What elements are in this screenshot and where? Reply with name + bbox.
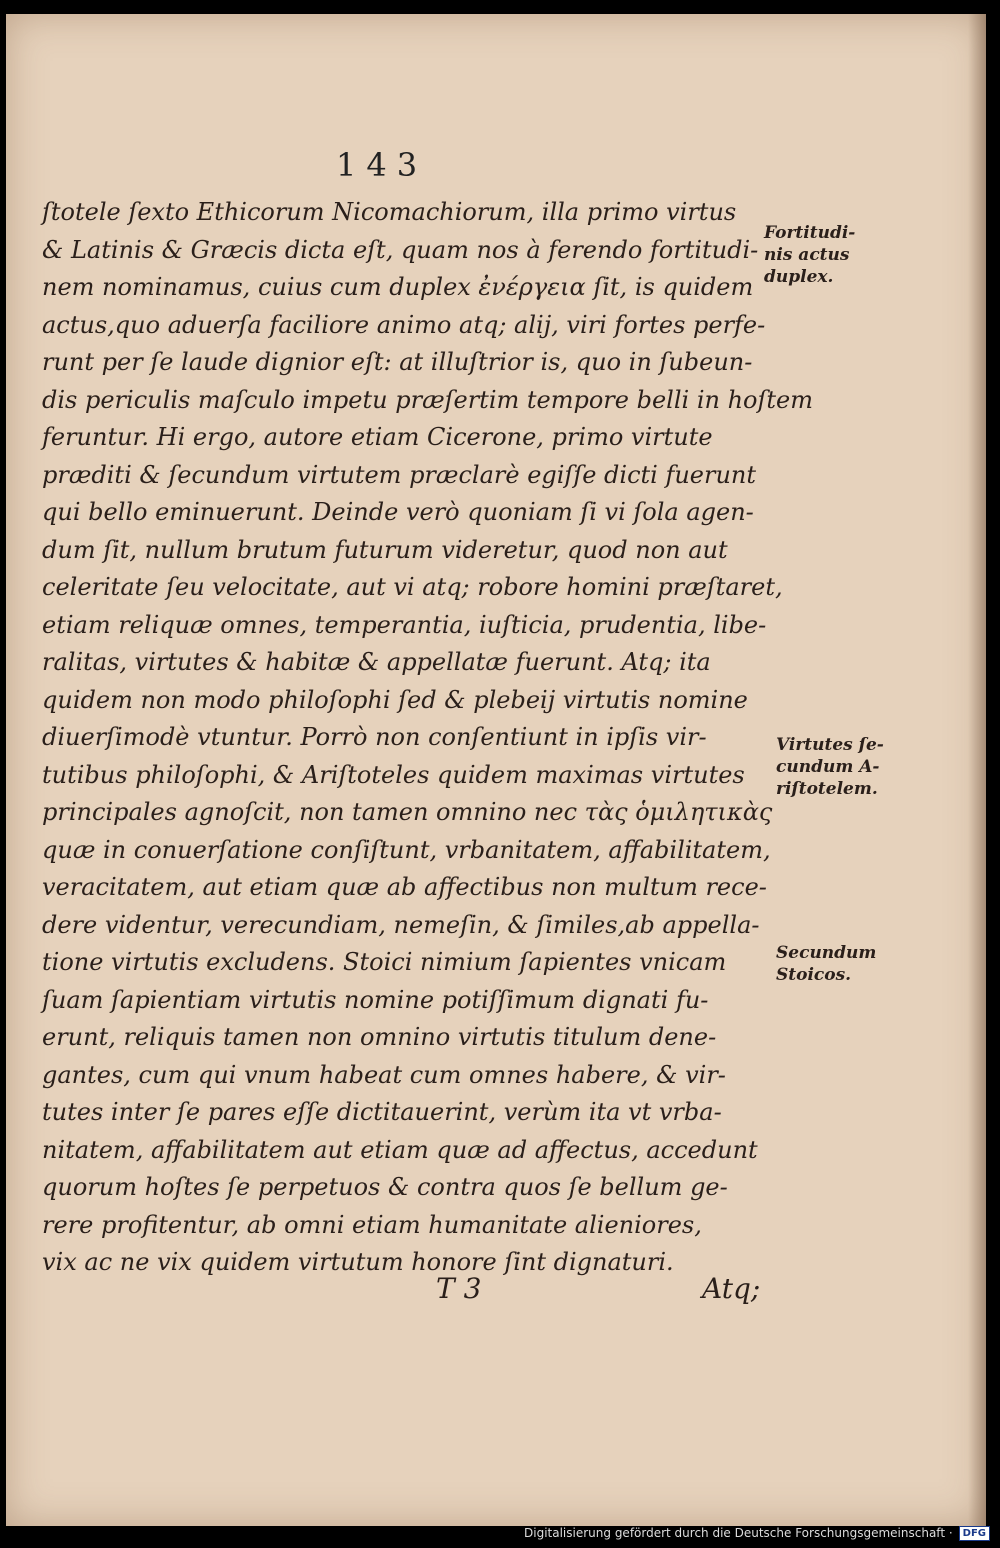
margin-note-stoici xyxy=(776,942,876,986)
catchword: Atq; xyxy=(702,1272,761,1305)
margin-note-line: cundum A- xyxy=(776,757,880,777)
margin-note-line: nis actus xyxy=(764,245,850,265)
text-line: veracitatem, aut etiam quæ ab affectibus non multum rece- xyxy=(42,873,767,901)
text-line: nem nominamus, cuius cum duplex ἐνέργεια ſit, is quidem xyxy=(42,273,754,301)
margin-note-line: riſtotelem. xyxy=(776,779,878,799)
text-line: tione virtutis excludens. Stoici nimium ſapientes vnicam xyxy=(42,948,727,976)
margin-note-aristoteles xyxy=(776,734,884,800)
text-line: celeritate ſeu velocitate, aut vi atq; robore homini præſtaret, xyxy=(42,573,783,601)
dfg-logo: DFG xyxy=(959,1526,990,1541)
text-line: diuerſimodè vtuntur. Porrò non conſentiunt in ipſis vir- xyxy=(42,723,707,751)
text-line: ſuam ſapientiam virtutis nomine potiſſimum dignati fu- xyxy=(42,985,709,1014)
text-line: ſtotele ſexto Ethicorum Nicomachiorum, illa primo virtus xyxy=(42,198,737,226)
text-line: actus,quo aduerſa faciliore animo atq; alij, viri fortes perfe- xyxy=(42,310,766,339)
text-line: qui bello eminuerunt. Deinde verò quoniam ſi vi ſola agen- xyxy=(42,498,754,526)
text-line: tutibus philoſophi, & Ariſtoteles quidem maximas virtutes xyxy=(42,760,745,789)
text-line: principales agnoſcit, non tamen omnino nec τὰς ὁμιλητικὰς xyxy=(42,798,773,826)
text-line: vix ac ne vix quidem virtutum honore ſint dignaturi. xyxy=(42,1248,674,1276)
text-line: & Latinis & Græcis dicta eſt, quam nos à ferendo fortitudi- xyxy=(42,235,759,264)
text-line: quidem non modo philoſophi ſed & plebeij virtutis nomine xyxy=(42,685,748,714)
signature-mark: T 3 xyxy=(436,1272,482,1305)
page-number: 143 xyxy=(336,146,428,184)
text-line: feruntur. Hi ergo, autore etiam Cicerone, primo virtute xyxy=(42,423,713,451)
text-line: rere profitentur, ab omni etiam humanitate alieniores, xyxy=(42,1210,702,1239)
margin-note-line: Fortitudi- xyxy=(764,223,856,243)
text-line: dis periculis maſculo impetu præſertim tempore belli in hoſtem xyxy=(42,385,813,414)
text-line: runt per ſe laude dignior eſt: at illuſtrior is, quo in ſubeun- xyxy=(42,348,753,376)
text-line: quorum hoſtes ſe perpetuos & contra quos ſe bellum ge- xyxy=(42,1173,728,1201)
text-line: etiam reliquæ omnes, temperantia, iuſticia, prudentia, libe- xyxy=(42,610,767,639)
book-page xyxy=(6,14,986,1526)
text-line: præditi & ſecundum virtutem præclarè egiſſe dicti fuerunt xyxy=(42,460,757,489)
footer-text: Digitalisierung gefördert durch die Deutsche Forschungsgemeinschaft · xyxy=(524,1526,953,1540)
text-line: gantes, cum qui vnum habeat cum omnes habere, & vir- xyxy=(42,1060,726,1089)
footer-credit xyxy=(524,1524,990,1542)
text-line: dum ſit, nullum brutum futurum videretur, quod non aut xyxy=(42,535,728,564)
text-line: quæ in conuerſatione conſiſtunt, vrbanitatem, affabilitatem, xyxy=(42,835,771,864)
margin-note-line: duplex. xyxy=(764,267,834,287)
text-line: tutes inter ſe pares eſſe dictitauerint, verùm ita vt vrba- xyxy=(42,1098,722,1126)
text-line: dere videntur, verecundiam, nemeſin, & ſimiles,ab appella- xyxy=(42,910,760,939)
text-line: ralitas, virtutes & habitæ & appellatæ fuerunt. Atq; ita xyxy=(42,648,711,676)
text-line: erunt, reliquis tamen non omnino virtutis titulum dene- xyxy=(42,1023,717,1051)
text-line: nitatem, affabilitatem aut etiam quæ ad affectus, accedunt xyxy=(42,1135,758,1164)
margin-note-line: Stoicos. xyxy=(776,965,852,985)
margin-note-line: Virtutes ſe- xyxy=(776,735,884,755)
margin-note-line: Secundum xyxy=(776,943,877,963)
margin-note-fortitudo xyxy=(764,222,855,288)
